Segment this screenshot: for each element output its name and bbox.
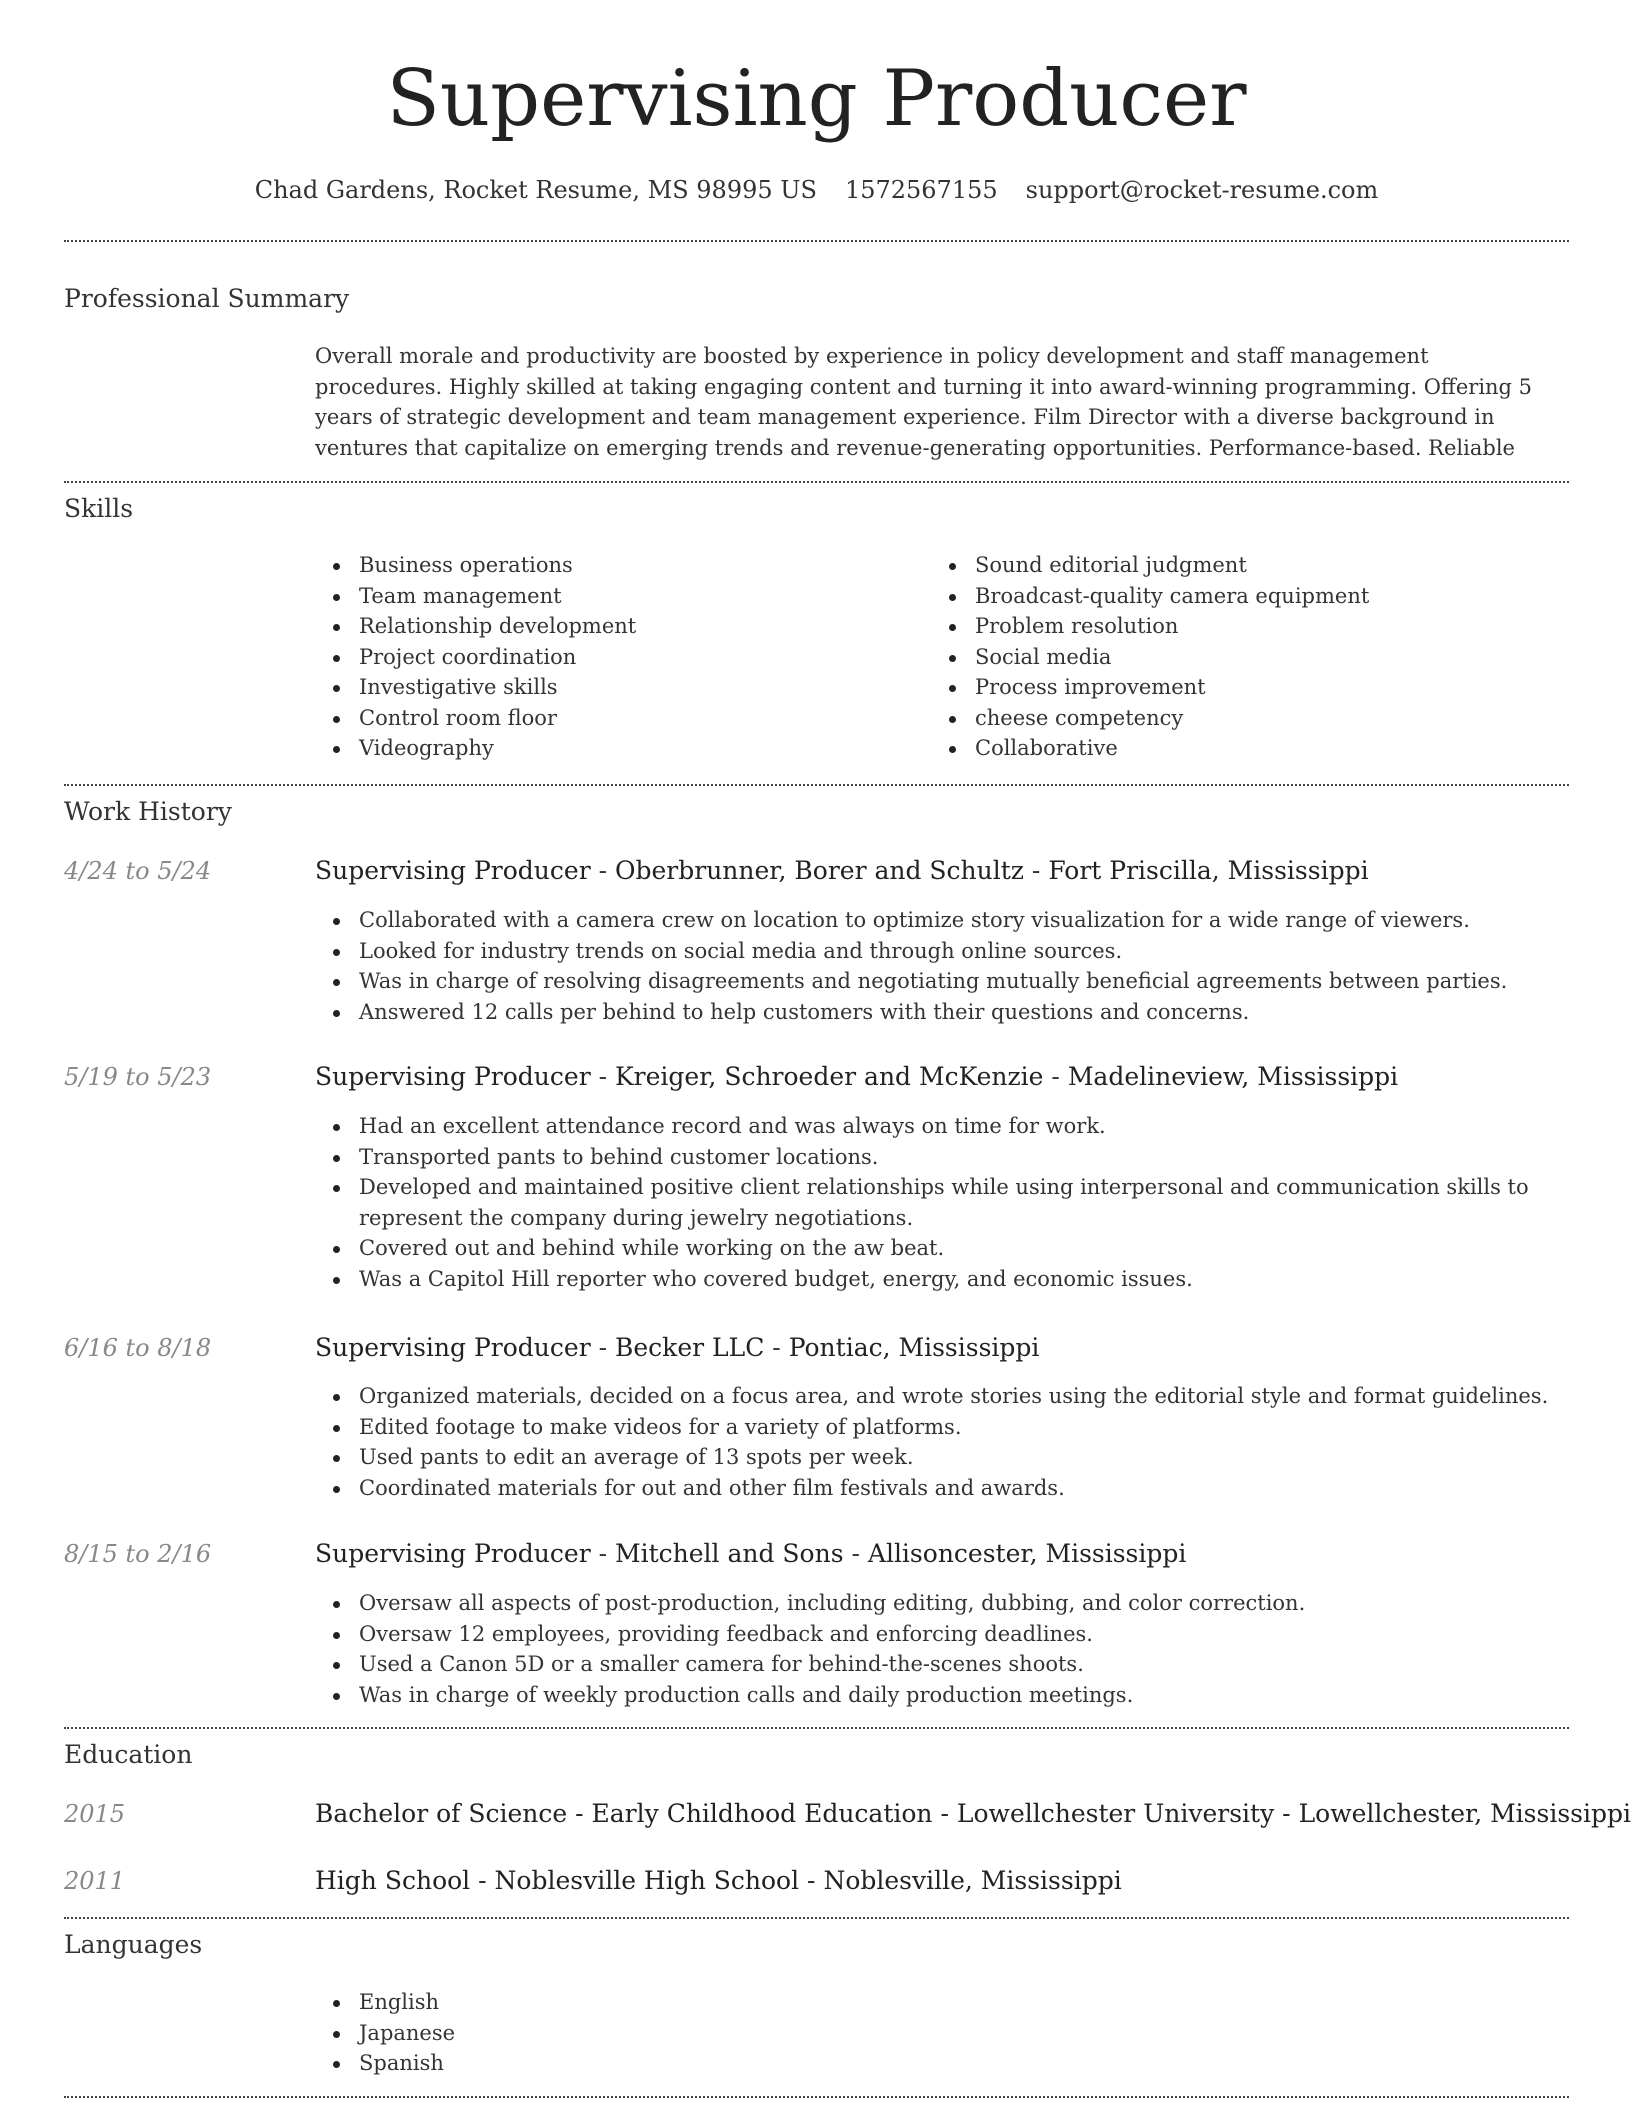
job-company: Becker LLC: [615, 1333, 765, 1362]
separator: -: [590, 856, 615, 885]
job-bullet: Looked for industry trends on social media and through online sources.: [315, 936, 1569, 967]
separator: -: [799, 1866, 824, 1895]
education-entry: [315, 1797, 1631, 1831]
education-degree: High School: [315, 1866, 471, 1895]
job-bullets: [315, 905, 1569, 1027]
skills-list-left: [315, 550, 915, 764]
job-bullet: Covered out and behind while working on the aw beat.: [315, 1233, 1569, 1264]
job-bullet: Transported pants to behind customer locations.: [315, 1142, 1569, 1173]
contact-address: Chad Gardens, Rocket Resume, MS 98995 US: [254, 176, 817, 204]
language-item: English: [315, 1987, 915, 2018]
contact-phone: 1572567155: [844, 176, 998, 204]
section-title-work: Work History: [64, 797, 232, 826]
job-bullet: Used a Canon 5D or a smaller camera for behind-the-scenes shoots.: [315, 1649, 1569, 1680]
job-bullets: [315, 1588, 1569, 1710]
job-bullet: Was in charge of weekly production calls and daily production meetings.: [315, 1680, 1569, 1711]
job-company: Kreiger, Schroeder and McKenzie: [615, 1062, 1044, 1091]
job-location: Madelineview, Mississippi: [1067, 1062, 1399, 1091]
job-bullets: [315, 1111, 1569, 1294]
job-bullet: Collaborated with a camera crew on location to optimize story visualization for a wide range of viewers.: [315, 905, 1569, 936]
education-school: Lowellchester University: [956, 1799, 1275, 1828]
job-bullet: Was in charge of resolving disagreements and negotiating mutually beneficial agreements between parties.: [315, 966, 1569, 997]
job-location: Fort Priscilla, Mississippi: [1048, 856, 1369, 885]
divider: [64, 784, 1569, 786]
section-title-skills: Skills: [64, 494, 134, 523]
job-title-line: [315, 1331, 1569, 1365]
job-bullet: Edited footage to make videos for a variety of platforms.: [315, 1412, 1569, 1443]
contact-email: support@rocket-resume.com: [1025, 176, 1379, 204]
separator: -: [590, 1062, 615, 1091]
divider: [64, 240, 1569, 242]
section-title-education: Education: [64, 1740, 193, 1769]
divider: [64, 1727, 1569, 1729]
skill-item: Process improvement: [931, 672, 1551, 703]
education-field: Early Childhood Education: [591, 1799, 933, 1828]
contact-line: [64, 170, 1569, 210]
skill-item: Investigative skills: [315, 672, 915, 703]
skill-item: Relationship development: [315, 611, 915, 642]
job-title-line: [315, 1537, 1569, 1571]
skill-item: Project coordination: [315, 642, 915, 673]
job-location: Pontiac, Mississippi: [788, 1333, 1040, 1362]
skill-item: Social media: [931, 642, 1551, 673]
job-dates: 8/15 to 2/16: [64, 1540, 212, 1568]
skill-item: Control room floor: [315, 703, 915, 734]
job-bullet: Had an excellent attendance record and was always on time for work.: [315, 1111, 1569, 1142]
skill-item: Sound editorial judgment: [931, 550, 1551, 581]
education-degree: Bachelor of Science: [315, 1799, 568, 1828]
skill-item: Problem resolution: [931, 611, 1551, 642]
skill-item: cheese competency: [931, 703, 1551, 734]
skill-item: Team management: [315, 581, 915, 612]
resume-name-heading: Supervising Producer: [386, 54, 1247, 144]
separator: -: [843, 1539, 868, 1568]
job-bullet: Answered 12 calls per behind to help customers with their questions and concerns.: [315, 997, 1569, 1028]
job-role: Supervising Producer: [315, 1333, 591, 1362]
education-year: 2015: [64, 1800, 126, 1828]
language-item: Japanese: [315, 2018, 915, 2049]
separator: -: [590, 1333, 615, 1362]
job-role: Supervising Producer: [315, 856, 591, 885]
separator: -: [1023, 856, 1049, 885]
job-bullets: [315, 1381, 1569, 1503]
skills-list-right: [931, 550, 1551, 764]
job-company: Mitchell and Sons: [615, 1539, 844, 1568]
job-dates: 6/16 to 8/18: [64, 1334, 212, 1362]
job-bullet: Was a Capitol Hill reporter who covered budget, energy, and economic issues.: [315, 1264, 1569, 1295]
language-item: Spanish: [315, 2048, 915, 2079]
education-location: Noblesville, Mississippi: [823, 1866, 1122, 1895]
skill-item: Collaborative: [931, 733, 1551, 764]
job-dates: 5/19 to 5/23: [64, 1063, 212, 1091]
job-title-line: [315, 854, 1569, 888]
summary-text: Overall morale and productivity are boosted by experience in policy development and staff management procedures. Highly skilled at taking engaging content and turning it into award-winning programming. Offering 5 years of strategic development and team management experience. Film Director with a diverse background in ventures that capitalize on emerging trends and revenue-generating opportunities. Performance-based. Reliable: [315, 344, 1533, 460]
job-bullet: Oversaw 12 employees, providing feedback and enforcing deadlines.: [315, 1619, 1569, 1650]
separator: -: [764, 1333, 789, 1362]
education-entry: [315, 1864, 1569, 1898]
job-dates: 4/24 to 5/24: [64, 857, 212, 885]
job-role: Supervising Producer: [315, 1062, 591, 1091]
job-bullet: Organized materials, decided on a focus area, and wrote stories using the editorial style and format guidelines.: [315, 1381, 1569, 1412]
job-role: Supervising Producer: [315, 1539, 591, 1568]
skill-item: Business operations: [315, 550, 915, 581]
section-title-languages: Languages: [64, 1930, 203, 1959]
divider: [64, 2096, 1569, 2098]
education-location: Lowellchester, Mississippi: [1298, 1799, 1631, 1828]
job-bullet: Oversaw all aspects of post-production, including editing, dubbing, and color correction.: [315, 1588, 1569, 1619]
divider: [64, 1917, 1569, 1919]
skill-item: Broadcast-quality camera equipment: [931, 581, 1551, 612]
section-title-summary: Professional Summary: [64, 284, 350, 313]
education-school: Noblesville High School: [494, 1866, 800, 1895]
separator: -: [1043, 1062, 1068, 1091]
job-title-line: [315, 1060, 1569, 1094]
languages-list: [315, 1987, 915, 2079]
skill-item: Videography: [315, 733, 915, 764]
job-bullet: Used pants to edit an average of 13 spots per week.: [315, 1442, 1569, 1473]
separator: -: [1274, 1799, 1299, 1828]
job-bullet: Developed and maintained positive client relationships while using interpersonal and communication skills to represent the company during jewelry negotiations.: [315, 1172, 1569, 1233]
job-location: Allisoncester, Mississippi: [867, 1539, 1187, 1568]
divider: [64, 481, 1569, 483]
separator: -: [932, 1799, 957, 1828]
separator: -: [470, 1866, 495, 1895]
separator: -: [567, 1799, 592, 1828]
job-company: Oberbrunner, Borer and Schultz: [615, 856, 1024, 885]
education-year: 2011: [64, 1867, 126, 1895]
separator: -: [590, 1539, 615, 1568]
job-bullet: Coordinated materials for out and other film festivals and awards.: [315, 1473, 1569, 1504]
